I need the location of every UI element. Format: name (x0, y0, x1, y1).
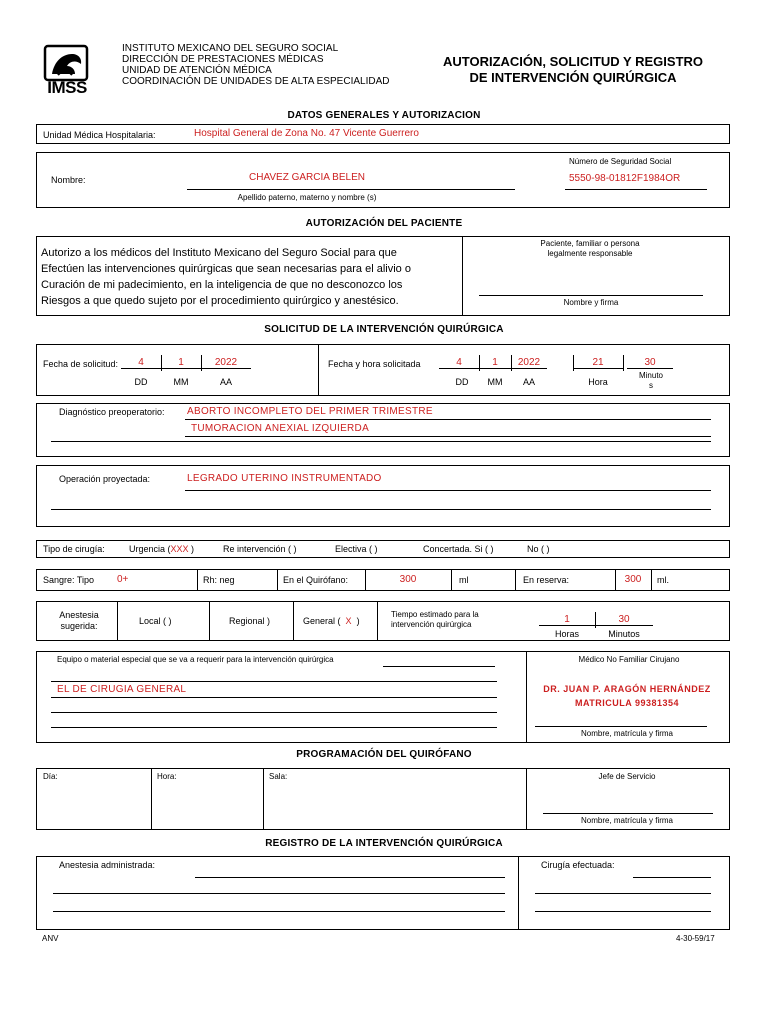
fecha-mm[interactable]: 1 (161, 357, 201, 369)
sangre-sep-1 (197, 570, 198, 590)
equipo-box (36, 651, 730, 743)
anest-label-2: sugerida: (60, 621, 98, 631)
medico-matricula[interactable]: MATRICULA 99381354 (574, 698, 680, 708)
medico-label: Médico No Familiar Cirujano (578, 655, 680, 664)
fechas-divider (318, 345, 319, 395)
diag-value-1[interactable]: ABORTO INCOMPLETO DEL PRIMER TRIMESTRE (187, 406, 433, 417)
anestesia-box (36, 601, 730, 641)
cap-minutos (631, 371, 671, 391)
reg-line-3 (53, 911, 505, 912)
title-line-2: DE INTERVENCIÓN QUIRÚRGICA (469, 70, 677, 85)
firma-caption: Nombre y firma (563, 298, 619, 307)
sol-sep-4 (623, 355, 624, 371)
medico-caption: Nombre, matrícula y firma (580, 729, 674, 738)
regional-option[interactable]: Regional ) (229, 616, 271, 626)
inst-line-2: DIRECCIÓN DE PRESTACIONES MÉDICAS (122, 54, 324, 65)
sol-sep-1 (479, 355, 480, 371)
horas-value[interactable]: 1 (539, 614, 595, 626)
fecha-solicitud-label: Fecha de solicitud: (43, 359, 119, 369)
tiempo-estimado-label (391, 610, 479, 630)
general-mark: X (345, 616, 352, 626)
aut-line-2: Efectúen las intervenciones quirúrgicas que sean necesarias para el alivio o (41, 263, 411, 275)
sangre-sep-2 (277, 570, 278, 590)
footer-left: ANV (42, 934, 59, 943)
section-autorizacion: AUTORIZACIÓN DEL PACIENTE (305, 218, 463, 229)
firma-line (479, 295, 703, 296)
reg-divider (518, 857, 519, 929)
tipo-label: Tipo de cirugía: (43, 544, 105, 554)
form-title (418, 54, 728, 86)
anest-sep-4 (377, 602, 378, 640)
aut-divider (462, 237, 463, 315)
jefe-label: Jefe de Servicio (598, 772, 656, 781)
diagnostico-box (36, 403, 730, 457)
section-datos-generales: DATOS GENERALES Y AUTORIZACION (287, 110, 481, 121)
fecha-sep-2 (201, 355, 202, 371)
jefe-caption: Nombre, matrícula y firma (580, 816, 674, 825)
equipo-line-2 (51, 697, 497, 698)
sol-sep-3 (573, 355, 574, 371)
aut-line-3: Curación de mi padecimiento, en la inteligencia de que no desconozco los (41, 279, 403, 291)
diag-line-2 (185, 436, 711, 437)
nombre-label: Nombre: (51, 175, 86, 185)
jefe-line (543, 813, 713, 814)
cirugia-efectuada-label: Cirugía efectuada: (541, 860, 615, 870)
cir-line-1 (633, 877, 711, 878)
equipo-line-4 (51, 727, 497, 728)
rh-label[interactable]: Rh: neg (203, 575, 235, 585)
local-option[interactable]: Local ( ) (139, 616, 172, 626)
cap-aa: AA (219, 377, 232, 387)
anest-sep-1 (117, 602, 118, 640)
cap-minutos-t: Minutos (608, 629, 640, 639)
footer-code: 4-30-59/17 (676, 934, 715, 943)
sangre-label: Sangre: Tipo (43, 575, 95, 585)
hora-label[interactable]: Hora: (157, 772, 177, 781)
section-programacion: PROGRAMACIÓN DEL QUIRÓFANO (296, 749, 472, 760)
responsable-label (477, 239, 703, 259)
cap-min-1: Minuto (638, 371, 663, 380)
dia-label[interactable]: Día: (43, 772, 58, 781)
reserva-label: En reserva: (523, 575, 570, 585)
medico-name[interactable]: DR. JUAN P. ARAGÓN HERNÁNDEZ (543, 684, 711, 694)
urgencia-option[interactable] (129, 544, 194, 554)
sol-aa[interactable]: 2022 (511, 357, 547, 369)
inst-line-4: COORDINACIÓN DE UNIDADES DE ALTA ESPECIALIDAD (122, 76, 390, 87)
paciente-box (36, 152, 730, 208)
cap-hora: Hora (588, 377, 608, 387)
equipo-line-0 (383, 666, 495, 667)
diag-line-3 (51, 441, 711, 442)
nombre-value[interactable]: CHAVEZ GARCIA BELEN (249, 172, 365, 183)
ml-label-2: ml. (657, 575, 669, 585)
section-solicitud: SOLICITUD DE LA INTERVENCIÓN QUIRÚRGICA (264, 324, 504, 335)
prog-sep-1 (151, 769, 152, 829)
fechas-box (36, 344, 730, 396)
reintervencion-option[interactable]: Re intervención ( ) (223, 544, 297, 554)
inst-line-3: UNIDAD DE ATENCIÓN MÉDICA (122, 65, 272, 76)
cap-mm: MM (173, 377, 189, 387)
sala-label[interactable]: Sala: (269, 772, 288, 781)
tiempo-label-1: Tiempo estimado para la (391, 610, 479, 619)
general-close: ) (356, 616, 360, 626)
unidad-label: Unidad Médica Hospitalaria: (43, 130, 156, 140)
equipo-line-3 (51, 712, 497, 713)
nss-label: Número de Seguridad Social (569, 157, 672, 166)
cir-line-3 (535, 911, 711, 912)
anestesia-administrada-label: Anestesia administrada: (59, 860, 156, 870)
section-registro: REGISTRO DE LA INTERVENCIÓN QUIRÚRGICA (265, 838, 503, 849)
anestesia-sugerida-label (47, 610, 111, 632)
tiempo-label-2: intervención quirúrgica (391, 620, 472, 629)
fecha-aa[interactable]: 2022 (201, 357, 251, 369)
programacion-box (36, 768, 730, 830)
resp-line-2: legalmente responsable (547, 249, 633, 258)
equipo-value[interactable]: EL DE CIRUGIA GENERAL (57, 684, 187, 695)
urgencia-mark: XXX (170, 544, 189, 554)
sol-mm[interactable]: 1 (479, 357, 511, 369)
sangre-sep-7 (651, 570, 652, 590)
ml-label-1: ml (459, 575, 469, 585)
nss-line (565, 189, 707, 190)
urgencia-close: ) (188, 544, 195, 554)
anest-label-1: Anestesia (59, 610, 99, 620)
anest-sep-3 (293, 602, 294, 640)
fecha-hora-label: Fecha y hora solicitada (328, 359, 421, 369)
tipo-cirugia-box (36, 540, 730, 558)
reserva-value[interactable]: 300 (624, 574, 642, 585)
oper-line-1 (185, 490, 711, 491)
nombre-line (187, 189, 515, 190)
title-line-1: AUTORIZACIÓN, SOLICITUD Y REGISTRO (442, 54, 704, 69)
unidad-box (36, 124, 730, 144)
sangre-box (36, 569, 730, 591)
aut-line-1: Autorizo a los médicos del Instituto Mexicano del Seguro Social para que (41, 247, 397, 259)
minutos-value[interactable]: 30 (595, 614, 653, 626)
institution-lines (122, 43, 389, 87)
operacion-box (36, 465, 730, 527)
diag-line-1 (185, 419, 711, 420)
quirofano-label: En el Quirófano: (283, 575, 349, 585)
concertada-si-option[interactable]: Concertada. Si ( ) (423, 544, 494, 554)
diag-value-2[interactable]: TUMORACION ANEXIAL IZQUIERDA (191, 423, 370, 434)
urgencia-label: Urgencia ( (129, 544, 171, 554)
sol-sep-2 (511, 355, 512, 371)
quirofano-value[interactable]: 300 (399, 574, 417, 585)
cap-dd: DD (134, 377, 148, 387)
sangre-sep-4 (451, 570, 452, 590)
logo-text: IMSS (47, 78, 87, 97)
oper-label: Operación proyectada: (59, 474, 151, 484)
sangre-value[interactable]: 0+ (117, 574, 129, 585)
general-label: General ( (303, 616, 341, 626)
sangre-sep-5 (515, 570, 516, 590)
diag-label: Diagnóstico preoperatorio: (59, 407, 165, 417)
oper-line-2 (51, 509, 711, 510)
imss-logo (38, 44, 94, 100)
resp-line-1: Paciente, familiar o persona (540, 239, 640, 248)
oper-value[interactable]: LEGRADO UTERINO INSTRUMENTADO (187, 473, 382, 484)
sol-dd[interactable]: 4 (439, 357, 479, 369)
anest-sep-2 (209, 602, 210, 640)
equipo-line-1 (51, 681, 497, 682)
cir-line-2 (535, 893, 711, 894)
medico-line (535, 726, 707, 727)
unidad-value[interactable]: Hospital General de Zona No. 47 Vicente Guerrero (194, 128, 419, 139)
inst-line-1: INSTITUTO MEXICANO DEL SEGURO SOCIAL (122, 43, 339, 54)
sol-min[interactable]: 30 (627, 357, 673, 369)
cap-sol-dd: DD (455, 377, 469, 387)
fecha-sep-1 (161, 355, 162, 371)
cap-horas: Horas (554, 629, 579, 639)
general-option[interactable] (303, 616, 360, 626)
electiva-option[interactable]: Electiva ( ) (335, 544, 378, 554)
fecha-dd[interactable]: 4 (121, 357, 161, 369)
concertada-no-option[interactable]: No ( ) (527, 544, 550, 554)
nss-value[interactable]: 5550-98-01812F1984OR (569, 173, 681, 184)
cap-sol-mm: MM (487, 377, 503, 387)
nombre-caption: Apellido paterno, materno y nombre (s) (237, 193, 377, 202)
cap-min-2: s (649, 381, 653, 390)
cap-sol-aa: AA (522, 377, 535, 387)
autorizacion-text (41, 245, 411, 309)
autorizacion-box (36, 236, 730, 316)
prog-sep-2 (263, 769, 264, 829)
sol-hora[interactable]: 21 (573, 357, 623, 369)
aut-line-4: Riesgos a que quedo sujeto por el procedimiento quirúrgico y anestésico. (41, 295, 399, 307)
registro-box (36, 856, 730, 930)
equipo-label: Equipo o material especial que se va a requerir para la intervención quirúrgica (57, 655, 334, 664)
reg-line-1 (195, 877, 505, 878)
reg-line-2 (53, 893, 505, 894)
